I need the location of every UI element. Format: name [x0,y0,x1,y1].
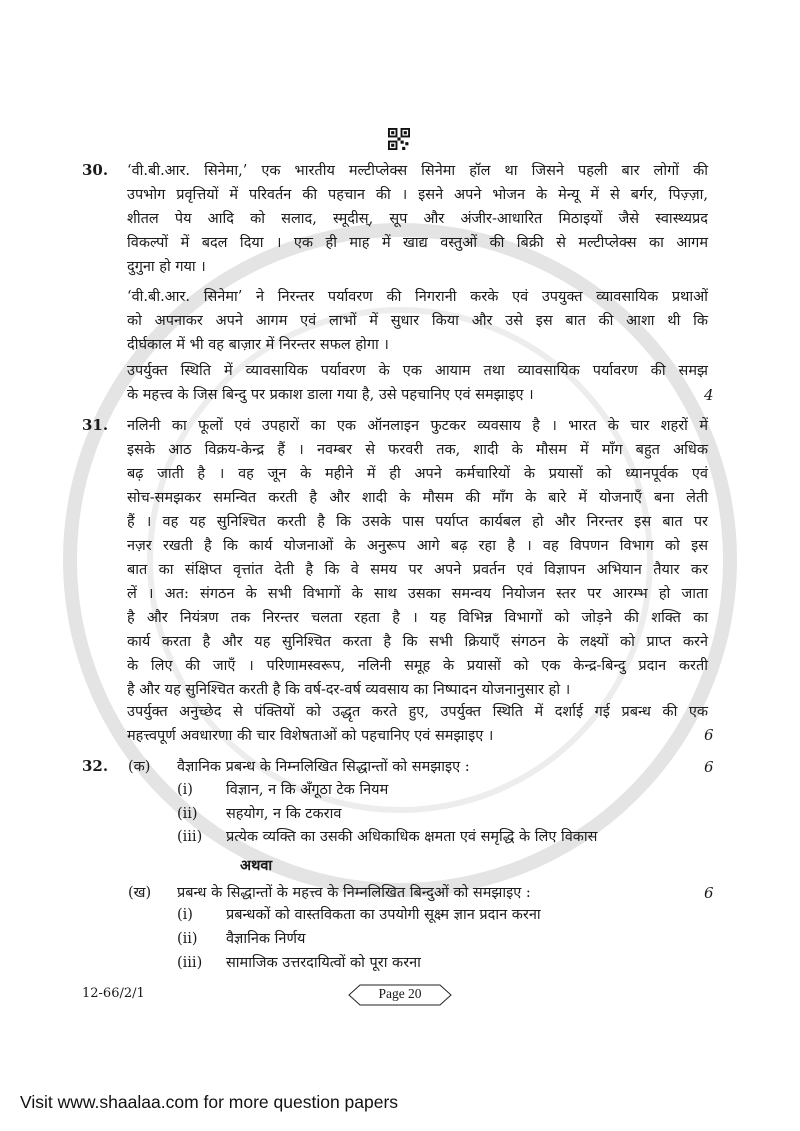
question-30-para-2 [127,285,708,357]
sub-item-number: (i) [177,782,193,798]
text-line: नलिनी का फूलों एवं उपहारों का एक ऑनलाइन फुटकर व्यवसाय है । भारत के चार शहरों में [127,418,708,434]
text-line: उपर्युक्त स्थिति में व्यावसायिक पर्यावरण के एक आयाम तथा व्यावसायिक पर्यावरण की समझ [127,363,708,379]
option-label: (क) [128,759,151,775]
text-line: है और नियंत्रण तक निरन्तर चलता रहता है । यह विभिन्न विभागों को जोड़ने की शक्ति का [127,610,708,626]
qr-code-icon [388,128,410,150]
sub-item-number: (ii) [177,806,198,822]
question-number: 31. [82,416,109,434]
marks: 6 [704,884,714,902]
text-line: हैं । वह यह सुनिश्चित करती है कि उसके पास पर्याप्त कार्यबल हो और निरन्तर इस बात पर [127,514,708,530]
sub-item-number: (ii) [177,931,198,947]
page-number: Page 20 [378,986,422,1001]
sub-item-text: प्रत्येक व्यक्ति का उसकी अधिकाधिक क्षमता एवं समृद्धि के लिए विकास [226,829,598,845]
text-line: के महत्त्व के जिस बिन्दु पर प्रकाश डाला गया है, उसे पहचानिए एवं समझाइए । [127,387,534,403]
text-line: को अपनाकर अपने आगम एवं लाभों में सुधार किया और उसे इस बात की आशा थी कि [127,313,708,329]
text-line: ‘वी.बी.आर. सिनेमा’ ने निरन्तर पर्यावरण की निगरानी करके एवं उपयुक्त व्यावसायिक प्रथाओं [127,289,708,305]
question-31-para-1 [127,414,708,702]
text-line: सोच-समझकर समन्वित करती है और शादी के मौसम की माँग के बारे में योजनाएँ बना लेती [127,490,708,506]
question-30-para-1 [127,159,708,279]
sub-item-text: वैज्ञानिक निर्णय [226,931,306,947]
paper-code: 12-66/2/1 [82,986,145,1001]
text-line: उपर्युक्त अनुच्छेद से पंक्तियों को उद्धृत करते हुए, उपर्युक्त स्थिति में दर्शाई गई प्रबन्ध की एक [127,704,708,720]
question-31-para-2 [127,700,708,748]
question-number: 32. [82,757,109,775]
sub-item-number: (i) [177,907,193,923]
page-number-badge [348,984,452,1006]
visit-link-text[interactable]: Visit www.shaalaa.com for more question papers [20,1092,399,1112]
text-line: इसके आठ विक्रय-केन्द्र हैं । नवम्बर से फरवरी तक, शादी के मौसम में माँग बहुत अधिक [127,442,708,458]
sub-item-text: सहयोग, न कि टकराव [226,806,342,822]
sub-item-text: सामाजिक उत्तरदायित्वों को पूरा करना [226,955,421,971]
sub-item-text: प्रबन्धकों को वास्तविकता का उपयोगी सूक्ष्म ज्ञान प्रदान करना [226,907,541,923]
question-number: 30. [82,161,109,179]
text-line: बात का संक्षिप्त वृत्तांत देती है कि वे समय पर अपने प्रवर्तन एवं विज्ञापन अभियान तैयार कर [127,562,708,578]
text-line: महत्त्वपूर्ण अवधारणा की चार विशेषताओं को पहचानिए एवं समझाइए । [127,728,494,744]
option-label: (ख) [128,885,152,901]
text-line: है और यह सुनिश्चित करती है कि वर्ष-दर-वर्ष व्यवसाय का निष्पादन योजनानुसार हो । [127,682,571,698]
marks: 6 [704,726,714,744]
text-line: के लिए की जाएँ । परिणामस्वरूप, नलिनी समूह के प्रयासों को एक केन्द्र-बिन्दु प्रदान करती [127,658,708,674]
question-30-para-3 [127,359,708,407]
option-text: वैज्ञानिक प्रबन्ध के निम्नलिखित सिद्धान्तों को समझाइए : [177,759,470,775]
marks: 6 [704,758,714,776]
option-text: प्रबन्ध के सिद्धान्तों के महत्त्व के निम्नलिखित बिन्दुओं को समझाइए : [177,885,531,901]
text-line: उपभोग प्रवृत्तियों में परिवर्तन की पहचान की । इसने अपने भोजन के मेन्यू में से बर्गर, पिज़्ज़ा, [127,187,708,203]
text-line: विकल्पों में बदल दिया । एक ही माह में खाद्य वस्तुओं की बिक्री से मल्टीप्लेक्स का आगम [127,235,708,251]
or-separator: अथवा [240,857,273,874]
text-line: दीर्घकाल में भी वह बाज़ार में निरन्तर सफल होगा । [127,337,389,353]
marks: 4 [704,386,714,404]
text-line: दुगुना हो गया । [127,259,206,275]
text-line: शीतल पेय आदि को सलाद, स्मूदीस्, सूप और अंजीर-आधारित मिठाइयों जैसे स्वास्थ्यप्रद [127,211,708,227]
sub-item-number: (iii) [177,955,203,971]
text-line: ‘वी.बी.आर. सिनेमा,’ एक भारतीय मल्टीप्लेक्स सिनेमा हॉल था जिसने पहली बार लोगों की [127,163,708,179]
text-line: नज़र रखती है कि कार्य योजनाओं के अनुरूप आगे बढ़ रहा है । वह विपणन विभाग को इस [127,538,708,554]
sub-item-number: (iii) [177,829,203,845]
sub-item-text: विज्ञान, न कि अँगूठा टेक नियम [226,782,389,798]
text-line: बढ़ जाती है । वह जून के महीने में ही अपने कर्मचारियों के प्रयासों को ध्यानपूर्वक एवं [127,466,708,482]
text-line: कार्य करता है और यह सुनिश्चित करता है कि सभी क्रियाएँ संगठन के लक्ष्यों को प्राप्त करने [127,634,708,650]
text-line: लें । अत: संगठन के सभी विभागों के साथ उसका समन्वय नियोजन स्तर पर आरम्भ हो जाता [127,586,708,602]
